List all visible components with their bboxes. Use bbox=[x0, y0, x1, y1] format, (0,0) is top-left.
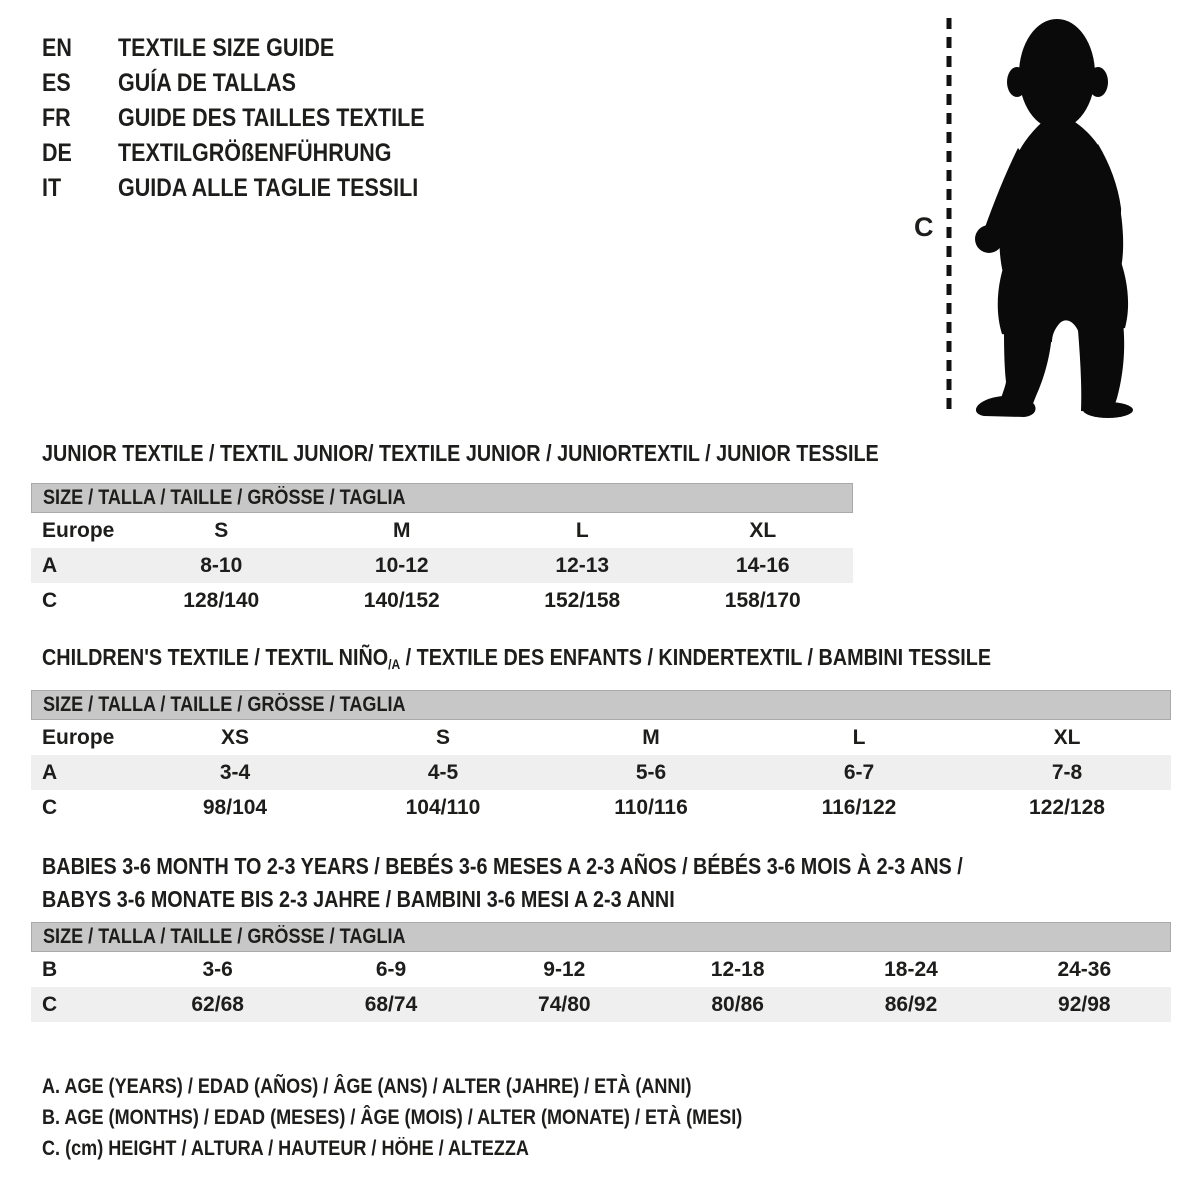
size-value-cell: 74/80 bbox=[538, 993, 591, 1016]
guide-title: GUIDE DES TAILLES TEXTILE bbox=[118, 104, 425, 132]
size-table-header bbox=[31, 483, 853, 513]
row-label: C bbox=[42, 796, 58, 819]
size-value-cell: M bbox=[393, 519, 411, 542]
junior-title-text: JUNIOR TEXTILE / TEXTIL JUNIOR/ TEXTILE JUNIOR / JUNIORTEXTIL / JUNIOR TESSILE bbox=[42, 440, 879, 466]
size-value-cell: 122/128 bbox=[1029, 796, 1105, 819]
children-title-prefix: CHILDREN'S TEXTILE / TEXTIL NIÑO bbox=[42, 644, 389, 670]
lang-row-es bbox=[42, 66, 475, 101]
size-value-cell: 12-13 bbox=[555, 554, 610, 577]
size-value-cell: 9-12 bbox=[543, 958, 586, 981]
size-value-cell: S bbox=[214, 519, 229, 542]
size-value-cell: 3-4 bbox=[219, 761, 251, 784]
height-measure-line bbox=[946, 18, 952, 416]
babies-section-title bbox=[42, 850, 1113, 916]
lang-code: FR bbox=[42, 104, 71, 132]
size-value-cell: 3-6 bbox=[202, 958, 233, 981]
legend-note-b bbox=[42, 1102, 856, 1133]
row-label: Europe bbox=[42, 519, 115, 542]
size-value-cell: 10-12 bbox=[374, 554, 429, 577]
size-value-cell: 14-16 bbox=[735, 554, 790, 577]
size-value-cell: 110/116 bbox=[614, 796, 688, 819]
size-header-text: SIZE / TALLA / TAILLE / GRÖSSE / TAGLIA bbox=[43, 486, 406, 509]
table-row bbox=[31, 548, 853, 583]
size-value-cell: 104/110 bbox=[405, 796, 481, 819]
size-value-cell: 12-18 bbox=[710, 958, 765, 981]
children-title-sub: /A bbox=[388, 656, 401, 672]
row-label: A bbox=[42, 761, 58, 784]
size-value-cell: XS bbox=[220, 726, 249, 749]
size-value-cell: 98/104 bbox=[202, 796, 268, 819]
lang-row-en bbox=[42, 31, 475, 66]
size-value-cell: 18-24 bbox=[884, 958, 938, 981]
legend-note-a-text: A. AGE (YEARS) / EDAD (AÑOS) / ÂGE (ANS) / ALTER (JAHRE) / ETÀ (ANNI) bbox=[42, 1075, 692, 1098]
table-row bbox=[31, 755, 1171, 790]
table-row bbox=[31, 513, 853, 548]
size-value-cell: 116/122 bbox=[821, 796, 897, 819]
size-value-cell: 4-5 bbox=[427, 761, 459, 784]
size-value-cell: S bbox=[435, 726, 450, 749]
size-table-header bbox=[31, 922, 1171, 952]
size-value-cell: 158/170 bbox=[724, 589, 801, 612]
table-row bbox=[31, 952, 1171, 987]
baby-silhouette-icon bbox=[962, 16, 1144, 420]
table-row bbox=[31, 987, 1171, 1022]
size-value-cell: 6-7 bbox=[843, 761, 875, 784]
size-value-cell: XL bbox=[749, 519, 777, 542]
table-row bbox=[31, 720, 1171, 755]
junior-size-table bbox=[31, 483, 853, 618]
size-value-cell: 92/98 bbox=[1058, 993, 1111, 1016]
size-header-text: SIZE / TALLA / TAILLE / GRÖSSE / TAGLIA bbox=[43, 925, 406, 948]
size-value-cell: L bbox=[575, 519, 589, 542]
lang-row-it bbox=[42, 171, 475, 206]
legend-notes bbox=[42, 1071, 856, 1164]
language-title-block bbox=[42, 31, 475, 206]
row-label: A bbox=[42, 554, 58, 577]
table-row bbox=[31, 790, 1171, 825]
size-value-cell: 6-9 bbox=[375, 958, 407, 981]
lang-code: EN bbox=[42, 34, 72, 62]
legend-note-c bbox=[42, 1133, 856, 1164]
size-value-cell: M bbox=[642, 726, 660, 749]
babies-title-line2: BABYS 3-6 MONATE BIS 2-3 JAHRE / BAMBINI 3-6 MESI A 2-3 ANNI bbox=[42, 886, 675, 912]
size-value-cell: 62/68 bbox=[191, 993, 244, 1016]
lang-code: IT bbox=[42, 174, 62, 202]
size-value-cell: 86/92 bbox=[884, 993, 938, 1016]
row-label: Europe bbox=[42, 726, 115, 749]
size-header-text: SIZE / TALLA / TAILLE / GRÖSSE / TAGLIA bbox=[43, 693, 406, 716]
legend-note-b-text: B. AGE (MONTHS) / EDAD (MESES) / ÂGE (MOIS) / ALTER (MONATE) / ETÀ (MESI) bbox=[42, 1106, 743, 1129]
size-value-cell: 5-6 bbox=[635, 761, 667, 784]
junior-section-title bbox=[42, 437, 1015, 470]
babies-title-line1: BABIES 3-6 MONTH TO 2-3 YEARS / BEBÉS 3-6 MESES A 2-3 AÑOS / BÉBÉS 3-6 MOIS À 2-3 ANS / bbox=[42, 853, 963, 879]
size-value-cell: 24-36 bbox=[1057, 958, 1112, 981]
size-table-header bbox=[31, 690, 1171, 720]
height-measure-label: C bbox=[914, 212, 934, 242]
lang-code: DE bbox=[42, 139, 72, 167]
row-label: C bbox=[42, 589, 58, 612]
babies-size-table bbox=[31, 922, 1171, 1022]
lang-code: ES bbox=[42, 69, 71, 97]
children-section-title bbox=[42, 641, 1146, 681]
legend-note-c-text: C. (cm) HEIGHT / ALTURA / HAUTEUR / HÖHE / ALTEZZA bbox=[42, 1137, 529, 1160]
size-value-cell: 80/86 bbox=[711, 993, 764, 1016]
legend-note-a bbox=[42, 1071, 856, 1102]
row-label: B bbox=[42, 958, 58, 981]
size-value-cell: 8-10 bbox=[200, 554, 243, 577]
size-value-cell: L bbox=[852, 726, 866, 749]
children-title-text bbox=[42, 641, 991, 681]
table-row bbox=[31, 583, 853, 618]
size-value-cell: 68/74 bbox=[364, 993, 418, 1016]
size-value-cell: XL bbox=[1053, 726, 1081, 749]
children-size-table bbox=[31, 690, 1171, 825]
guide-title: GUIDA ALLE TAGLIE TESSILI bbox=[118, 174, 419, 202]
lang-row-de bbox=[42, 136, 475, 171]
size-value-cell: 7-8 bbox=[1051, 761, 1083, 784]
guide-title: TEXTILE SIZE GUIDE bbox=[118, 34, 335, 62]
children-title-suffix: / TEXTILE DES ENFANTS / KINDERTEXTIL / BAMBINI TESSILE bbox=[400, 644, 992, 670]
row-label: C bbox=[42, 993, 58, 1016]
size-value-cell: 128/140 bbox=[183, 589, 260, 612]
lang-row-fr bbox=[42, 101, 475, 136]
size-value-cell: 152/158 bbox=[544, 589, 621, 612]
size-value-cell: 140/152 bbox=[363, 589, 440, 612]
guide-title: TEXTILGRÖßENFÜHRUNG bbox=[118, 139, 392, 167]
guide-title: GUÍA DE TALLAS bbox=[118, 69, 296, 97]
